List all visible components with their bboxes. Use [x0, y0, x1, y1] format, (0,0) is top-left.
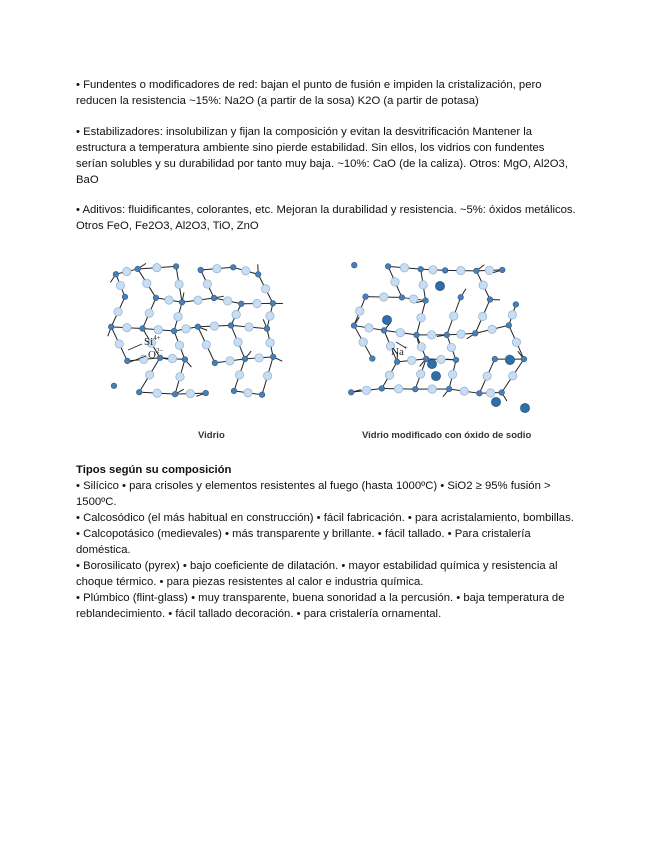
left-oxygen-atom	[263, 372, 271, 380]
left-oxygen-atom	[223, 297, 231, 305]
left-oxygen-atom	[153, 263, 161, 271]
left-oxygen-atom	[174, 312, 182, 320]
left-oxygen-atom	[123, 323, 131, 331]
sodium-ion	[382, 315, 391, 324]
left-oxygen-atom	[253, 299, 261, 307]
left-silicon-atom	[242, 356, 248, 362]
paragraph-fundentes: • Fundentes o modificadores de red: bajan el punto de fusión e impiden la cristalización, pero reducen la resistencia ~15%: Na2O (a partir de la sosa) K2O (a partir de potasa)	[76, 79, 542, 107]
right-oxygen-atom	[509, 372, 517, 380]
left-silicon-atom	[270, 301, 276, 307]
left-oxygen-atom	[154, 326, 162, 334]
right-oxygen-atom	[448, 370, 456, 378]
left-oxygen-atom	[114, 308, 122, 316]
left-silicon-atom	[203, 390, 209, 396]
type-plumbico: • Plúmbico (flint-glass) • muy transparente, buena sonoridad a la percusión. • baja temperatura de reblandecimiento. • fácil tallado decoración. • para cristalería ornamental.	[76, 592, 565, 620]
right-oxygen-atom	[419, 281, 427, 289]
right-silicon-atom	[446, 386, 452, 392]
right-silicon-atom	[412, 386, 418, 392]
right-silicon-atom	[499, 267, 505, 273]
left-oxygen-atom	[242, 267, 250, 275]
right-oxygen-atom	[437, 355, 445, 363]
left-silicon-atom	[231, 388, 237, 394]
right-silicon-atom	[394, 359, 400, 365]
right-oxygen-atom	[427, 331, 435, 339]
left-oxygen-atom	[145, 309, 153, 317]
right-silicon-atom	[381, 328, 387, 334]
right-silicon-atom	[442, 268, 448, 274]
left-oxygen-atom	[175, 341, 183, 349]
composition-types-section	[76, 462, 576, 622]
right-oxygen-atom	[385, 371, 393, 379]
left-silicon-atom	[135, 266, 141, 272]
left-oxygen-atom	[213, 264, 221, 272]
section-heading: Tipos según su composición	[76, 464, 232, 476]
left-oxygen-atom	[123, 267, 131, 275]
left-oxygen-atom	[143, 279, 151, 287]
left-silicon-atom	[270, 354, 276, 360]
left-silicon-atom	[140, 326, 146, 332]
right-oxygen-atom	[483, 372, 491, 380]
left-silicon-atom	[259, 392, 265, 398]
sodium-ion	[491, 397, 500, 406]
left-oxygen-atom	[245, 323, 253, 331]
left-oxygen-atom	[182, 325, 190, 333]
glass-structure-figure	[100, 252, 575, 444]
left-silicon-atom	[182, 357, 188, 363]
left-oxygen-atom	[261, 285, 269, 293]
left-oxygen-atom	[266, 339, 274, 347]
glass-structure-diagram	[100, 252, 575, 444]
left-oxygen-atom	[139, 355, 147, 363]
sodium-ion	[505, 355, 514, 364]
left-silicon-atom	[108, 324, 114, 330]
right-silicon-atom	[492, 356, 498, 362]
left-silicon-atom	[125, 358, 131, 364]
right-oxygen-atom	[391, 278, 399, 286]
left-oxygen-atom	[234, 338, 242, 346]
si-pointer-line	[128, 344, 142, 350]
right-oxygen-atom	[429, 266, 437, 274]
right-oxygen-atom	[362, 386, 370, 394]
right-silicon-atom	[379, 386, 385, 392]
left-silicon-atom	[198, 267, 204, 273]
left-silicon-atom	[122, 294, 128, 300]
left-oxygen-atom	[266, 312, 274, 320]
right-oxygen-atom	[486, 389, 494, 397]
type-borosilicato: • Borosilicato (pyrex) • bajo coeficiente de dilatación. • mayor estabilidad química y resistencia al choque térmico. • para piezas resistentes al calor e industria química.	[76, 560, 558, 588]
right-silicon-atom	[458, 294, 464, 300]
paragraph-aditivos: • Aditivos: fluidificantes, colorantes, etc. Mejoran la durabilidad y resistencia. ~5%: óxidos metálicos. Otros FeO, Fe2O3, Al2O3, TiO, ZnO	[76, 204, 576, 232]
paragraph-estabilizadores: • Estabilizadores: insolubilizan y fijan la composición y evitan la desvitrificación Mantener la estructura a temperatura ambiente sino pierde estabilidad. Sin ellos, los vidrios con fundentes serían solubles y su durabilidad por tanto muy baja. ~10%: CaO (de la caliza). Otros: MgO, Al2O3, BaO	[76, 126, 568, 186]
left-oxygen-atom	[145, 371, 153, 379]
right-silicon-atom	[506, 322, 512, 328]
left-oxygen-atom	[210, 322, 218, 330]
right-silicon-atom	[423, 356, 429, 362]
right-silicon-atom	[499, 390, 505, 396]
left-oxygen-atom	[116, 281, 124, 289]
right-silicon-atom	[513, 302, 519, 308]
right-oxygen-atom	[359, 338, 367, 346]
left-oxygen-atom	[168, 354, 176, 362]
left-oxygen-atom	[153, 389, 161, 397]
right-oxygen-atom	[428, 385, 436, 393]
right-silicon-atom	[351, 323, 357, 329]
right-silicon-atom	[370, 356, 376, 362]
left-silicon-atom	[171, 328, 177, 334]
right-silicon-atom	[472, 331, 478, 337]
left-silicon-atom	[111, 383, 117, 389]
sodium-ion	[427, 359, 436, 368]
sodium-ion	[431, 371, 440, 380]
caption-vidrio-modificado: Vidrio modificado con óxido de sodio	[362, 430, 532, 441]
right-oxygen-atom	[460, 387, 468, 395]
right-oxygen-atom	[450, 312, 458, 320]
right-oxygen-atom	[478, 312, 486, 320]
left-silicon-atom	[212, 360, 218, 366]
right-oxygen-atom	[488, 325, 496, 333]
right-silicon-atom	[423, 298, 429, 304]
o-label: $O^{2-}$	[148, 347, 164, 361]
right-silicon-atom	[444, 332, 450, 338]
left-oxygen-atom	[175, 280, 183, 288]
left-oxygen-atom	[203, 280, 211, 288]
right-silicon-atom	[385, 264, 391, 270]
right-oxygen-atom	[410, 295, 418, 303]
type-calcosodico: • Calcosódico (el más habitual en construcción) • fácil fabricación. • para acristalamiento, bombillas.	[76, 512, 574, 524]
left-oxygen-atom	[255, 354, 263, 362]
right-silicon-atom	[453, 357, 459, 363]
sodium-ion	[435, 281, 444, 290]
left-silicon-atom	[230, 265, 236, 271]
caption-vidrio: Vidrio	[198, 430, 225, 441]
si-label: $Si^{4+}$	[144, 334, 161, 348]
right-oxygen-atom	[396, 328, 404, 336]
left-oxygen-atom	[194, 296, 202, 304]
right-silicon-atom	[487, 297, 493, 303]
na-label: Na+	[391, 344, 408, 358]
right-oxygen-atom	[365, 324, 373, 332]
type-calcopotasico: • Calcopotásico (medievales) • más transparente y brillante. • fácil tallado. • Para cristalería doméstica.	[76, 528, 531, 556]
left-oxygen-atom	[232, 310, 240, 318]
left-oxygen-atom	[244, 389, 252, 397]
right-silicon-atom	[399, 295, 405, 301]
left-silicon-atom	[172, 391, 178, 397]
left-silicon-atom	[173, 264, 179, 270]
right-silicon-atom	[418, 266, 424, 272]
type-silicico: • Silícico • para crisoles y elementos resistentes al fuego (hasta 1000ºC) • SiO2 ≥ 95% fusión > 1500ºC.	[76, 480, 551, 508]
right-silicon-atom	[351, 262, 357, 268]
right-oxygen-atom	[417, 343, 425, 351]
right-oxygen-atom	[457, 330, 465, 338]
left-silicon-atom	[238, 301, 244, 307]
left-oxygen-atom	[186, 389, 194, 397]
right-oxygen-atom	[380, 293, 388, 301]
right-oxygen-atom	[457, 266, 465, 274]
right-oxygen-atom	[407, 356, 415, 364]
left-silicon-atom	[195, 324, 201, 330]
left-silicon-atom	[136, 389, 142, 395]
left-silicon-atom	[211, 295, 217, 301]
right-oxygen-atom	[417, 314, 425, 322]
right-silicon-atom	[474, 268, 480, 274]
right-silicon-atom	[363, 294, 369, 300]
right-oxygen-atom	[485, 266, 493, 274]
left-silicon-atom	[228, 323, 234, 329]
right-silicon-atom	[521, 356, 527, 362]
right-silicon-atom	[414, 332, 420, 338]
left-silicon-atom	[157, 355, 163, 361]
left-oxygen-atom	[176, 373, 184, 381]
right-oxygen-atom	[400, 264, 408, 272]
right-oxygen-atom	[508, 311, 516, 319]
right-silicon-atom	[477, 391, 483, 397]
left-oxygen-atom	[165, 296, 173, 304]
sodium-ion	[520, 403, 529, 412]
right-oxygen-atom	[394, 385, 402, 393]
right-oxygen-atom	[417, 370, 425, 378]
right-oxygen-atom	[447, 343, 455, 351]
right-oxygen-atom	[512, 338, 520, 346]
left-silicon-atom	[153, 295, 159, 301]
left-silicon-atom	[113, 271, 119, 277]
left-silicon-atom	[179, 299, 185, 305]
left-oxygen-atom	[202, 341, 210, 349]
left-silicon-atom	[255, 272, 261, 278]
left-oxygen-atom	[226, 357, 234, 365]
left-silicon-atom	[264, 326, 270, 332]
right-silicon-atom	[348, 390, 354, 396]
left-oxygen-atom	[235, 371, 243, 379]
right-oxygen-atom	[479, 281, 487, 289]
left-oxygen-atom	[115, 340, 123, 348]
right-oxygen-atom	[356, 307, 364, 315]
